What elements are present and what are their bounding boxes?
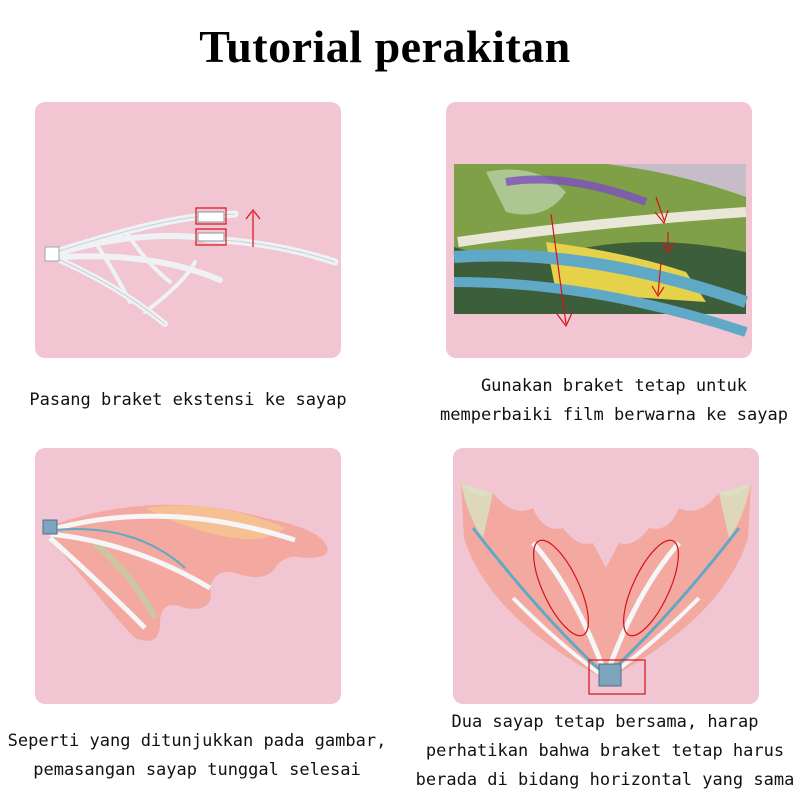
step-4-image <box>453 448 759 704</box>
step-4-caption <box>410 708 800 795</box>
double-wing-illustration <box>453 448 759 704</box>
single-wing-illustration <box>35 448 341 704</box>
caption-line: perhatikan bahwa braket tetap harus <box>425 741 785 761</box>
step-3-caption <box>6 727 388 785</box>
caption-line: pemasangan sayap tunggal selesai <box>33 760 361 780</box>
step-1-image <box>35 102 341 358</box>
wing-frame-illustration <box>35 102 341 358</box>
page-title: Tutorial perakitan <box>199 21 571 72</box>
caption-line: berada di bidang horizontal yang sama <box>415 770 795 790</box>
caption-line: Gunakan braket tetap untuk <box>480 376 748 396</box>
caption-line: memperbaiki film berwarna ke sayap <box>440 405 788 425</box>
caption-line: Seperti yang ditunjukkan pada gambar, <box>7 731 387 751</box>
step-2-caption <box>428 372 800 430</box>
caption-line: Dua sayap tetap bersama, harap <box>451 712 759 732</box>
step-1-caption <box>18 386 358 415</box>
step-3-image <box>35 448 341 704</box>
step-2-image <box>446 102 752 358</box>
film-closeup-illustration <box>446 102 752 358</box>
caption-line: Pasang braket ekstensi ke sayap <box>29 390 347 410</box>
